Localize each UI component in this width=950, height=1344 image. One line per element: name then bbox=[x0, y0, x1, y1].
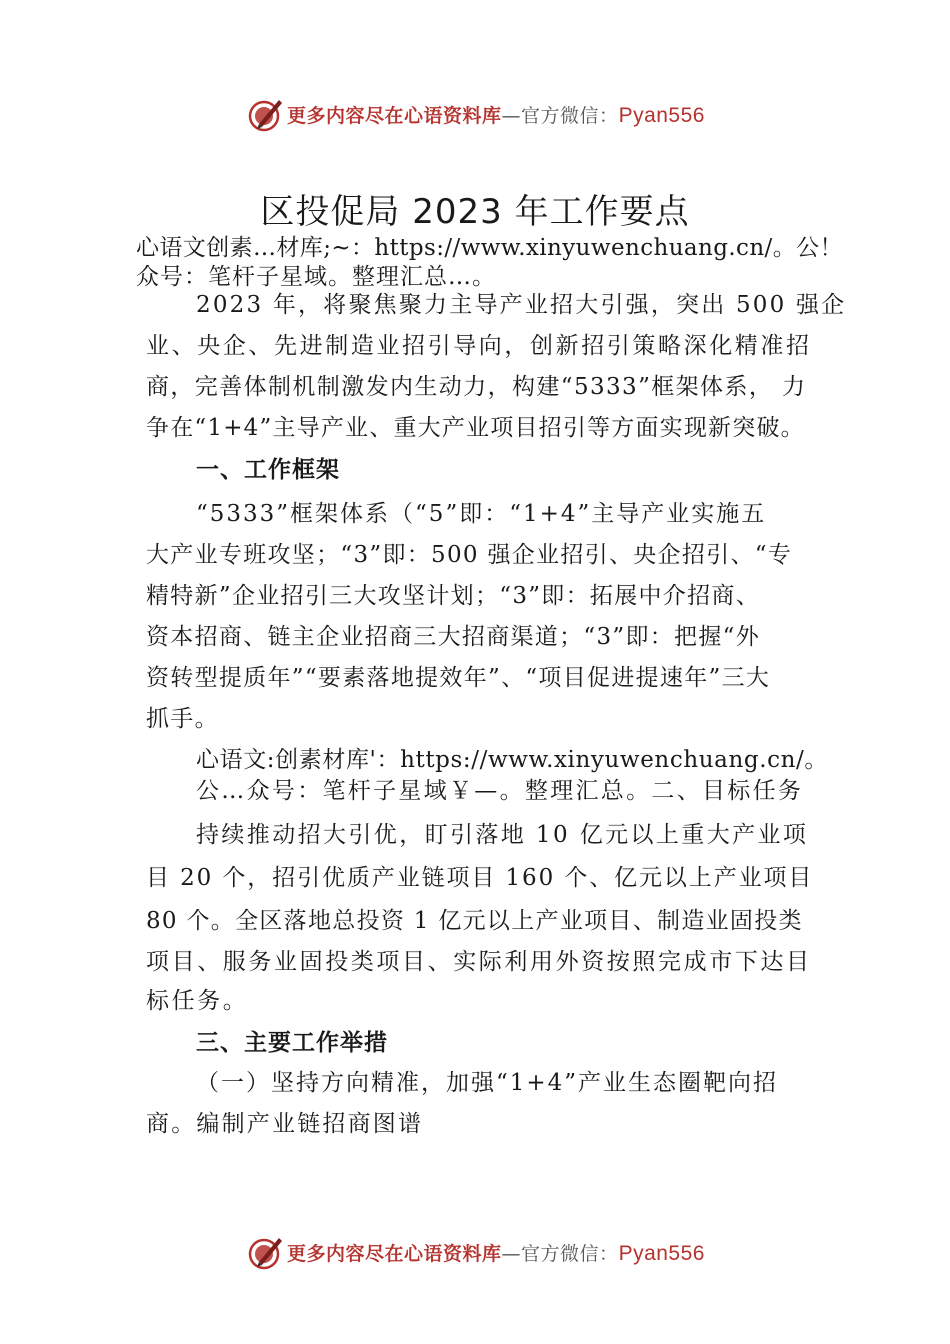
section-heading-1: 一、工作框架 bbox=[196, 457, 340, 483]
banner-wechat-label: —官方微信： bbox=[501, 104, 619, 127]
paragraph-2-line-4: 资本招商、链主企业招商三大招商渠道；“3”即：把握“外 bbox=[146, 624, 761, 650]
paragraph-1-line-3: 商，完善体制机制激发内生动力，构建“5333”框架体系， 力 bbox=[146, 374, 807, 400]
paragraph-2-line-3: 精特新”企业招引三大攻坚计划；“3”即：拓展中介招商、 bbox=[146, 583, 761, 609]
paragraph-2-line-1: “5333”框架体系（“5”即：“1+4”主导产业实施五 bbox=[196, 501, 767, 527]
watermark-line-4: 公…众号：笔杆子星域￥—。整理汇总。二、目标任务 bbox=[196, 778, 804, 804]
paragraph-1-line-2: 业、央企、先进制造业招引导向，创新招引策略深化精准招 bbox=[146, 333, 812, 359]
paragraph-3-line-3: 80 个。全区落地总投资 1 亿元以上产业项目、制造业固投类 bbox=[146, 908, 803, 934]
paragraph-2-line-2: 大产业专班攻坚；“3”即：500 强企业招引、央企招引、“专 bbox=[146, 542, 793, 568]
paragraph-2-line-5: 资转型提质年”“要素落地提效年”、“项目促进提速年”三大 bbox=[146, 665, 771, 691]
section-heading-3: 三、主要工作举措 bbox=[196, 1030, 388, 1056]
paragraph-3-line-2: 目 20 个，招引优质产业链项目 160 个、亿元以上产业项目 bbox=[146, 865, 814, 891]
banner-text: 更多内容尽在心语资料库 bbox=[287, 104, 502, 127]
paragraph-1-line-1: 2023 年，将聚焦聚力主导产业招大引强，突出 500 强企 bbox=[196, 292, 847, 318]
paragraph-3-line-4: 项目、服务业固投类项目、实际利用外资按照完成市下达目 bbox=[146, 949, 812, 975]
banner-wechat-label: —官方微信： bbox=[501, 1242, 619, 1265]
paragraph-2-line-6: 抓手。 bbox=[146, 706, 219, 732]
banner-wechat-id: Pyan556 bbox=[618, 1241, 705, 1265]
paragraph-3-line-5: 标任务。 bbox=[146, 988, 249, 1014]
banner-wechat-id: Pyan556 bbox=[618, 103, 705, 127]
watermark-line-3: 心语文:创素材库'：https://www.xinyuwenchuang.cn/。 bbox=[196, 747, 828, 773]
paragraph-4-line-1: （一）坚持方向精准，加强“1+4”产业生态圈靶向招 bbox=[196, 1070, 779, 1096]
header-banner bbox=[0, 94, 950, 134]
pen-logo-icon bbox=[245, 1232, 285, 1272]
pen-logo-icon bbox=[245, 94, 285, 134]
watermark-line-2: 众号：笔杆子星域。整理汇总…。 bbox=[136, 264, 496, 290]
page-title: 区投促局 2023 年工作要点 bbox=[260, 192, 690, 232]
watermark-line-1: 心语文创素…材库;~：https://www.xinyuwenchuang.cn/。公！ bbox=[136, 235, 843, 261]
paragraph-4-line-2: 商。编制产业链招商图谱 bbox=[146, 1111, 424, 1137]
banner-text: 更多内容尽在心语资料库 bbox=[287, 1242, 502, 1265]
footer-banner bbox=[0, 1232, 950, 1272]
paragraph-1-line-4: 争在“1+4”主导产业、重大产业项目招引等方面实现新突破。 bbox=[146, 415, 805, 441]
paragraph-3-line-1: 持续推动招大引优，盯引落地 10 亿元以上重大产业项 bbox=[196, 822, 809, 848]
